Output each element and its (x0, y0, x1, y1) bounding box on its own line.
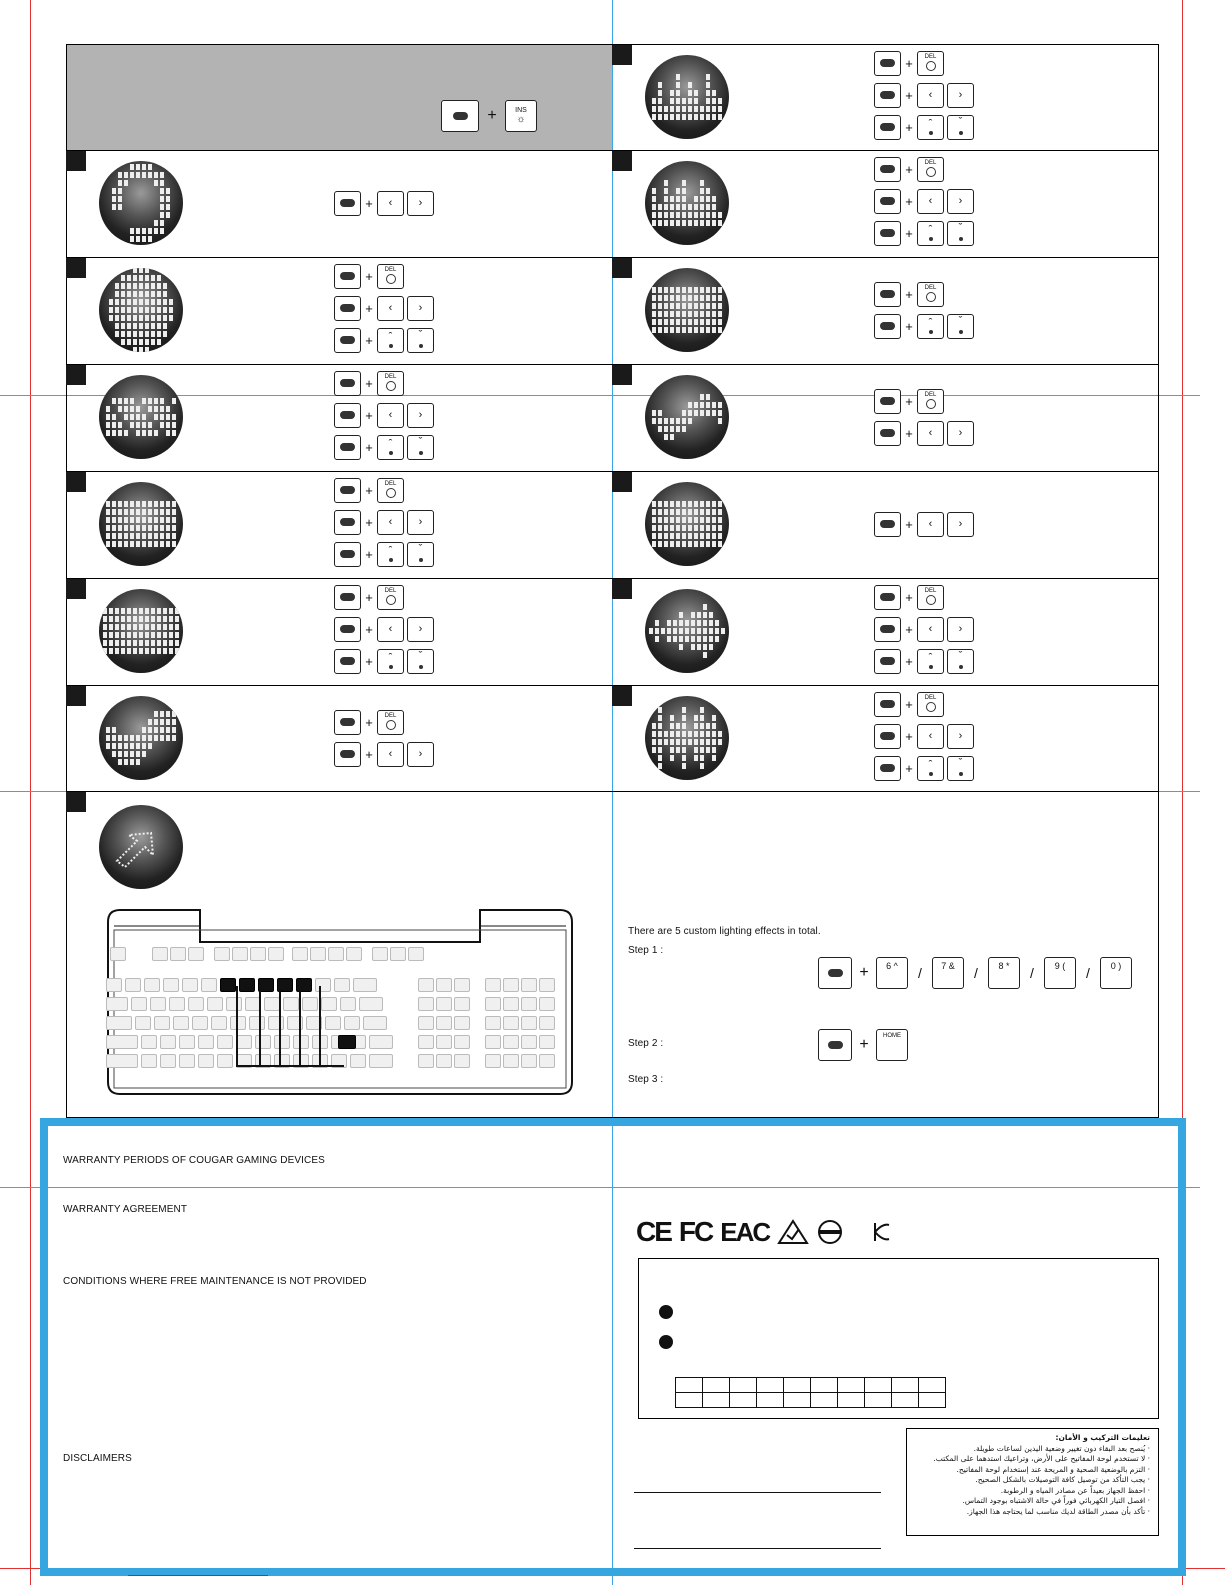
plus-sign: + (905, 760, 913, 776)
fn-up-down-combo (334, 326, 434, 354)
slash-sign: / (1030, 965, 1034, 981)
certification-logos (636, 1216, 893, 1248)
fn-key (334, 617, 361, 642)
up-arrow-key: ˆ (377, 542, 404, 567)
fn-key (874, 189, 901, 214)
fn-up-down-combo (874, 647, 974, 675)
left-arrow-key: ‹ (917, 189, 944, 214)
keyboard-diagram (100, 902, 580, 1097)
fn-key (818, 1029, 852, 1061)
fn-left-right-combo (874, 187, 974, 215)
custom-effect-icon (99, 805, 183, 889)
arabic-safety-box (906, 1428, 1159, 1536)
fn-key (334, 435, 361, 460)
plus-sign: + (365, 300, 373, 316)
arabic-title: تعليمات التركيب و الأمان: (1055, 1433, 1150, 1442)
effect-preview-icon (99, 589, 183, 673)
slash-sign: / (974, 965, 978, 981)
effect-preview-icon (645, 482, 729, 566)
rcm-mark-icon (777, 1219, 809, 1245)
up-arrow-key: ˆ (377, 649, 404, 674)
effect-preview-icon (645, 375, 729, 459)
arabic-line: · تأكد بأن مصدر الطاقة لديك مناسب لما يحتاجه هذا الجهاز. (966, 1506, 1150, 1516)
left-arrow-key: ‹ (377, 510, 404, 535)
step1-combo (818, 956, 1132, 990)
plus-sign: + (905, 696, 913, 712)
arabic-line: · يُنصح بعد البقاء دون تغيير وضعية اليدين لساعات طويلة. (973, 1443, 1150, 1453)
del-key: DEL (377, 264, 404, 289)
effect-number (66, 151, 86, 171)
slash-sign: / (918, 965, 922, 981)
bullet-1 (659, 1305, 673, 1319)
plus-sign: + (365, 714, 373, 730)
right-arrow-key: › (947, 512, 974, 537)
down-arrow-key: ˇ (407, 435, 434, 460)
step3-label: Step 3 : (628, 1074, 664, 1085)
plus-sign: + (365, 268, 373, 284)
plus-sign: + (365, 546, 373, 562)
fn-up-down-combo (874, 113, 974, 141)
fn-key (874, 512, 901, 537)
fn-left-right-combo (334, 294, 434, 322)
left-arrow-key: ‹ (917, 512, 944, 537)
fn-left-right-combo (874, 419, 974, 447)
right-arrow-key: › (947, 421, 974, 446)
effect-number (612, 45, 632, 65)
fcc-mark-icon: FC (678, 1216, 713, 1247)
custom-lighting-cell (66, 791, 612, 1118)
fn-left-right-combo (334, 740, 434, 768)
left-arrow-key: ‹ (377, 191, 404, 216)
signature-line-1 (634, 1492, 881, 1493)
effect-preview-icon (645, 696, 729, 780)
step2-label: Step 2 : (628, 1038, 664, 1049)
up-arrow-key: ˆ (917, 649, 944, 674)
right-arrow-key: › (407, 742, 434, 767)
lighting-effect-cell (612, 685, 1159, 791)
left-arrow-key: ‹ (377, 296, 404, 321)
del-key: DEL (917, 692, 944, 717)
plus-sign: + (859, 1036, 869, 1053)
effect-number (612, 579, 632, 599)
fn-del-combo (334, 708, 404, 736)
del-key: DEL (917, 585, 944, 610)
fn-left-right-combo (874, 615, 974, 643)
fn-key (334, 264, 361, 289)
effect-preview-icon (645, 589, 729, 673)
effect-preview-icon (99, 268, 183, 352)
fn-left-right-combo (334, 508, 434, 536)
slash-sign: / (1086, 965, 1090, 981)
arabic-line: · يجب التأكد من توصيل كافة التوصيلات بالشكل الصحيح. (975, 1475, 1150, 1484)
fn-del-combo (874, 690, 944, 718)
plus-sign: + (365, 621, 373, 637)
right-arrow-key: › (947, 617, 974, 642)
fn-key (874, 617, 901, 642)
fn-left-right-combo (334, 189, 434, 217)
effect-number (612, 258, 632, 278)
info-box (638, 1258, 1159, 1419)
step1-label: Step 1 : (628, 945, 664, 956)
del-key: DEL (377, 710, 404, 735)
section-number (66, 792, 86, 812)
ins-key: INS ☼ (505, 100, 537, 132)
disclaimers-heading: DISCLAIMERS (63, 1453, 132, 1464)
fn-del-combo (874, 387, 944, 415)
del-key: DEL (917, 282, 944, 307)
fn-del-combo (874, 49, 944, 77)
effect-number (66, 365, 86, 385)
down-arrow-key: ˇ (407, 328, 434, 353)
plus-sign: + (905, 119, 913, 135)
down-arrow-key: ˇ (947, 649, 974, 674)
lighting-effect-cell (612, 150, 1159, 257)
right-arrow-key: › (947, 83, 974, 108)
fn-del-combo (334, 369, 404, 397)
up-arrow-key: ˆ (917, 314, 944, 339)
fn-del-combo (874, 583, 944, 611)
key-6: 6 ^ (876, 957, 908, 989)
warranty-conditions-heading: CONDITIONS WHERE FREE MAINTENANCE IS NOT PROVIDED (63, 1276, 367, 1287)
lighting-effect-cell (66, 257, 612, 364)
warranty-periods-heading: WARRANTY PERIODS OF COUGAR GAMING DEVICES (63, 1155, 325, 1166)
plus-sign: + (905, 425, 913, 441)
effect-number (66, 579, 86, 599)
fn-key (874, 756, 901, 781)
right-arrow-key: › (407, 191, 434, 216)
del-key: DEL (917, 51, 944, 76)
fn-key (874, 585, 901, 610)
fn-key (334, 710, 361, 735)
fn-del-combo (334, 476, 404, 504)
effect-number (66, 472, 86, 492)
ins-combo (441, 102, 537, 130)
fn-key (334, 328, 361, 353)
del-key: DEL (377, 478, 404, 503)
effect-preview-icon (645, 55, 729, 139)
fn-up-down-combo (334, 647, 434, 675)
step2-combo (818, 1028, 908, 1062)
plus-sign: + (905, 225, 913, 241)
fn-del-combo (334, 583, 404, 611)
home-key: HOME (876, 1029, 908, 1061)
lighting-effect-cell (612, 578, 1159, 685)
fn-key (874, 649, 901, 674)
fn-key (874, 724, 901, 749)
fn-key (874, 282, 901, 307)
arabic-line: · احفظ الجهاز بعيداً عن مصادر المياه و الرطوبة. (1000, 1485, 1150, 1495)
down-arrow-key: ˇ (947, 314, 974, 339)
del-key: DEL (917, 389, 944, 414)
del-key: DEL (917, 157, 944, 182)
fn-up-down-combo (874, 754, 974, 782)
right-arrow-key: › (407, 296, 434, 321)
plus-sign: + (365, 195, 373, 211)
down-arrow-key: ˇ (947, 221, 974, 246)
fn-del-combo (874, 280, 944, 308)
key-8: 8 * (988, 957, 1020, 989)
effect-number (612, 365, 632, 385)
plus-sign: + (365, 514, 373, 530)
ce-mark-icon: CE (636, 1216, 671, 1247)
lighting-effect-cell (66, 471, 612, 578)
fn-key (874, 421, 901, 446)
gost-mark-icon (817, 1219, 843, 1245)
lighting-effect-cell (612, 44, 1159, 150)
plus-sign: + (365, 407, 373, 423)
left-arrow-key: ‹ (377, 617, 404, 642)
fn-left-right-combo (334, 615, 434, 643)
plus-sign: + (365, 332, 373, 348)
effect-preview-icon (99, 482, 183, 566)
plus-sign: + (905, 728, 913, 744)
arabic-line: · لا تستخدم لوحة المفاتيح على الأرض، وتراعيك استدهما على المكتب. (933, 1454, 1150, 1463)
plus-sign: + (905, 653, 913, 669)
fn-left-right-combo (874, 510, 974, 538)
plus-sign: + (365, 589, 373, 605)
effect-preview-icon (645, 268, 729, 352)
plus-sign: + (365, 439, 373, 455)
left-arrow-key: ‹ (917, 421, 944, 446)
del-key: DEL (377, 371, 404, 396)
down-arrow-key: ˇ (407, 649, 434, 674)
plus-sign: + (365, 375, 373, 391)
fn-key (874, 692, 901, 717)
up-arrow-key: ˆ (917, 221, 944, 246)
fn-key (334, 585, 361, 610)
up-arrow-key: ˆ (377, 435, 404, 460)
down-arrow-key: ˇ (407, 542, 434, 567)
fn-left-right-combo (334, 401, 434, 429)
key-0: 0 ) (1100, 957, 1132, 989)
right-arrow-key: › (947, 189, 974, 214)
effect-number (612, 472, 632, 492)
left-arrow-key: ‹ (377, 403, 404, 428)
plus-sign: + (487, 107, 497, 124)
lighting-effect-cell (66, 150, 612, 257)
left-arrow-key: ‹ (917, 724, 944, 749)
plus-sign: + (905, 55, 913, 71)
lighting-effect-cell (612, 471, 1159, 578)
warranty-agreement-heading: WARRANTY AGREEMENT (63, 1204, 188, 1215)
eac-mark-icon: EAC (720, 1216, 770, 1247)
effect-number (612, 686, 632, 706)
down-arrow-key: ˇ (947, 115, 974, 140)
header-band (67, 45, 612, 150)
plus-sign: + (905, 193, 913, 209)
fn-key (334, 403, 361, 428)
fn-key (334, 542, 361, 567)
fn-up-down-combo (874, 219, 974, 247)
fn-key (334, 478, 361, 503)
left-arrow-key: ‹ (917, 83, 944, 108)
effect-preview-icon (99, 696, 183, 780)
right-arrow-key: › (407, 617, 434, 642)
fn-key (874, 83, 901, 108)
fn-key (874, 115, 901, 140)
effect-preview-icon (99, 375, 183, 459)
plus-sign: + (905, 516, 913, 532)
plus-sign: + (905, 161, 913, 177)
fn-del-combo (874, 155, 944, 183)
plus-sign: + (365, 482, 373, 498)
plus-sign: + (365, 746, 373, 762)
fn-up-down-combo (334, 540, 434, 568)
plus-sign: + (905, 87, 913, 103)
arabic-line: · التزم بالوضعية الصحية و المريحة عند إستخدام لوحة المفاتيح. (956, 1464, 1150, 1474)
plus-sign: + (365, 653, 373, 669)
up-arrow-key: ˆ (917, 115, 944, 140)
fn-key (874, 157, 901, 182)
fn-left-right-combo (874, 81, 974, 109)
fn-key (334, 296, 361, 321)
lighting-effect-cell (66, 364, 612, 471)
fn-left-right-combo (874, 722, 974, 750)
fn-key (874, 389, 901, 414)
up-arrow-key: ˆ (377, 328, 404, 353)
kc-mark-icon (871, 1219, 893, 1245)
left-arrow-key: ‹ (917, 617, 944, 642)
lighting-effect-cell (612, 257, 1159, 364)
fn-key (874, 51, 901, 76)
signature-line-2 (634, 1548, 881, 1549)
fn-key (334, 371, 361, 396)
fn-key (334, 649, 361, 674)
effect-number (66, 258, 86, 278)
lighting-effect-cell (66, 578, 612, 685)
right-arrow-key: › (407, 403, 434, 428)
left-arrow-key: ‹ (377, 742, 404, 767)
lighting-effect-cell (66, 685, 612, 791)
plus-sign: + (905, 318, 913, 334)
fn-up-down-combo (334, 433, 434, 461)
effect-number (66, 686, 86, 706)
bullet-2 (659, 1335, 673, 1349)
fn-key (334, 191, 361, 216)
plus-sign: + (905, 621, 913, 637)
fn-key (874, 221, 901, 246)
hazard-table (675, 1377, 946, 1408)
fn-del-combo (334, 262, 404, 290)
plus-sign: + (859, 964, 869, 981)
key-7: 7 & (932, 957, 964, 989)
fn-key (441, 100, 479, 132)
arabic-line: · افصل التيار الكهربائي فوراً في حالة الاشتباه بوجود التماس. (962, 1496, 1150, 1505)
fn-key (334, 510, 361, 535)
plus-sign: + (905, 589, 913, 605)
lighting-effect-cell (612, 364, 1159, 471)
plus-sign: + (905, 393, 913, 409)
effect-preview-icon (99, 161, 183, 245)
down-arrow-key: ˇ (947, 756, 974, 781)
plus-sign: + (905, 286, 913, 302)
trim-line-left (30, 0, 31, 1585)
custom-intro-text: There are 5 custom lighting effects in total. (628, 926, 821, 937)
fn-key (874, 314, 901, 339)
custom-instructions-cell (612, 791, 1159, 1118)
del-key: DEL (377, 585, 404, 610)
fn-key (818, 957, 852, 989)
fn-up-down-combo (874, 312, 974, 340)
fn-key (334, 742, 361, 767)
up-arrow-key: ˆ (917, 756, 944, 781)
effect-number (612, 151, 632, 171)
right-arrow-key: › (407, 510, 434, 535)
effect-preview-icon (645, 161, 729, 245)
right-arrow-key: › (947, 724, 974, 749)
link-underline (128, 1575, 268, 1576)
key-9: 9 ( (1044, 957, 1076, 989)
